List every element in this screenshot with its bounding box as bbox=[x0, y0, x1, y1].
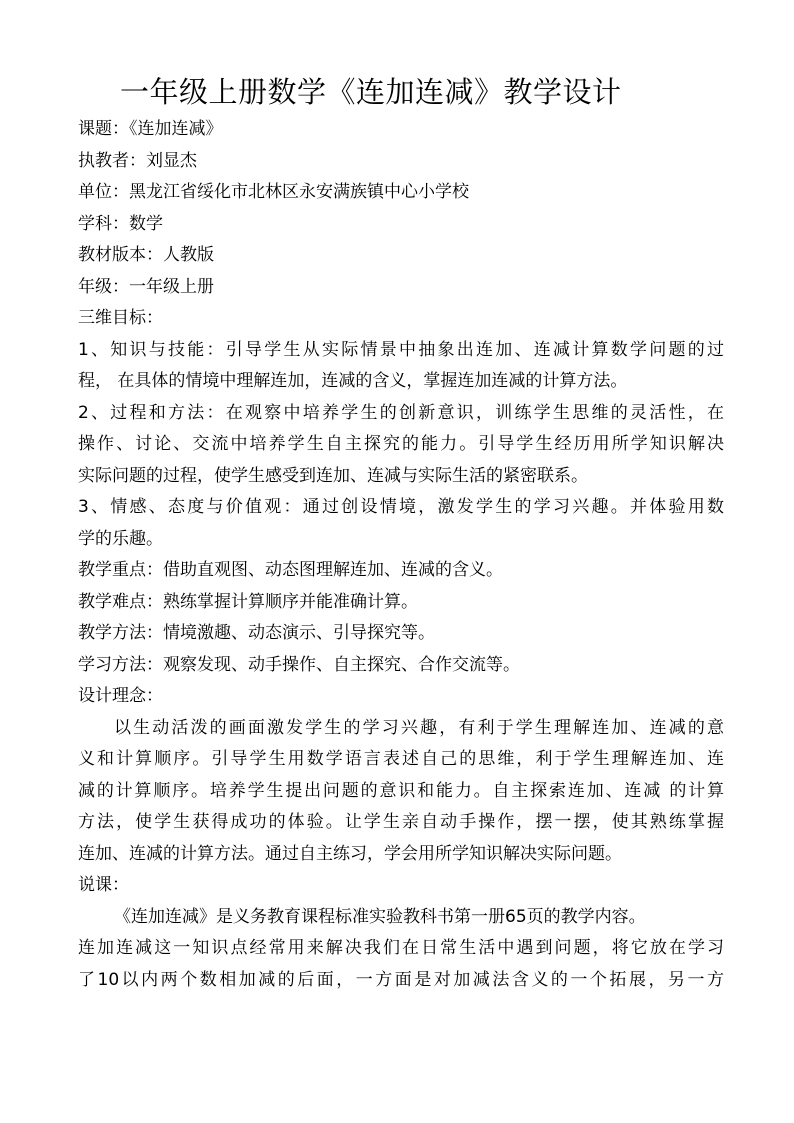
teaching-focus-line: 教学重点：借助直观图、动态图理解连加、连减的含义。 bbox=[78, 560, 503, 580]
design-concept-heading: 设计理念： bbox=[78, 686, 163, 706]
teacher-line: 执教者：刘显杰 bbox=[78, 150, 197, 171]
school-line: 单位：黑龙江省绥化市北林区永安满族镇中心小学校 bbox=[78, 182, 469, 202]
teaching-method-line: 教学方法：情境激趣、动态演示、引导探究等。 bbox=[78, 623, 435, 643]
objective-process-line-1: 2、过程和方法：在观察中培养学生的创新意识，训练学生思维的灵活性，在 bbox=[78, 402, 724, 423]
document-body bbox=[78, 114, 724, 996]
design-concept-line-2: 义和计算顺序。引导学生用数学语言表述自己的思维，利于学生理解连加、连 bbox=[78, 749, 724, 769]
design-concept-line-4: 方法，使学生获得成功的体验。让学生亲自动手操作，摆一摆，使其熟练掌握 bbox=[78, 812, 724, 832]
subject-line: 学科：数学 bbox=[78, 213, 163, 234]
objective-emotion-line-2: 学的乐趣。 bbox=[78, 528, 163, 549]
objective-knowledge-line-2: 程， 在具体的情境中理解连加，连减的含义，掌握连加连减的计算方法。 bbox=[78, 371, 628, 391]
design-concept-line-5: 连加、连减的计算方法。通过自主练习，学会用所学知识解决实际问题。 bbox=[78, 843, 622, 864]
objective-process-line-2: 操作、讨论、交流中培养学生自主探究的能力。引导学生经历用所学知识解决 bbox=[78, 434, 724, 454]
textbook-edition-line: 教材版本：人教版 bbox=[78, 245, 214, 265]
lesson-talk-line-3: 了10以内两个数相加减的后面，一方面是对加减法含义的一个拓展，另一方 bbox=[78, 969, 724, 990]
learning-method-line: 学习方法：观察发现、动手操作、自主探究、合作交流等。 bbox=[78, 654, 520, 675]
lesson-talk-line-2: 连加连减这一知识点经常用来解决我们在日常生活中遇到问题，将它放在学习 bbox=[78, 938, 724, 958]
objective-emotion-line-1: 3、情感、态度与价值观：通过创设情境，激发学生的学习兴趣。并体验用数 bbox=[78, 497, 724, 517]
lesson-talk-line-1: 《连加连减》是义务教育课程标准实验教科书第一册65页的教学内容。 bbox=[114, 906, 646, 927]
objective-process-line-3: 实际问题的过程，使学生感受到连加、连减与实际生活的紧密联系。 bbox=[78, 465, 588, 486]
lesson-topic-line: 课题：《连加连减》 bbox=[78, 119, 223, 139]
teaching-difficulty-line: 教学难点：熟练掌握计算顺序并能准确计算。 bbox=[78, 591, 418, 612]
design-concept-line-1: 以生动活泼的画面激发学生的学习兴趣，有利于学生理解连加、连减的意 bbox=[114, 717, 724, 738]
objectives-heading: 三维目标： bbox=[78, 308, 163, 328]
objective-knowledge-line-1: 1、知识与技能：引导学生从实际情景中抽象出连加、连减计算数学问题的过 bbox=[78, 339, 724, 360]
lesson-talk-heading: 说课： bbox=[78, 875, 129, 895]
grade-line: 年级：一年级上册 bbox=[78, 276, 214, 297]
document-title: 一年级上册数学《连加连减》教学设计 bbox=[120, 75, 622, 109]
design-concept-line-3: 减的计算顺序。培养学生提出问题的意识和能力。自主探索连加、连减 的计算 bbox=[78, 780, 724, 801]
